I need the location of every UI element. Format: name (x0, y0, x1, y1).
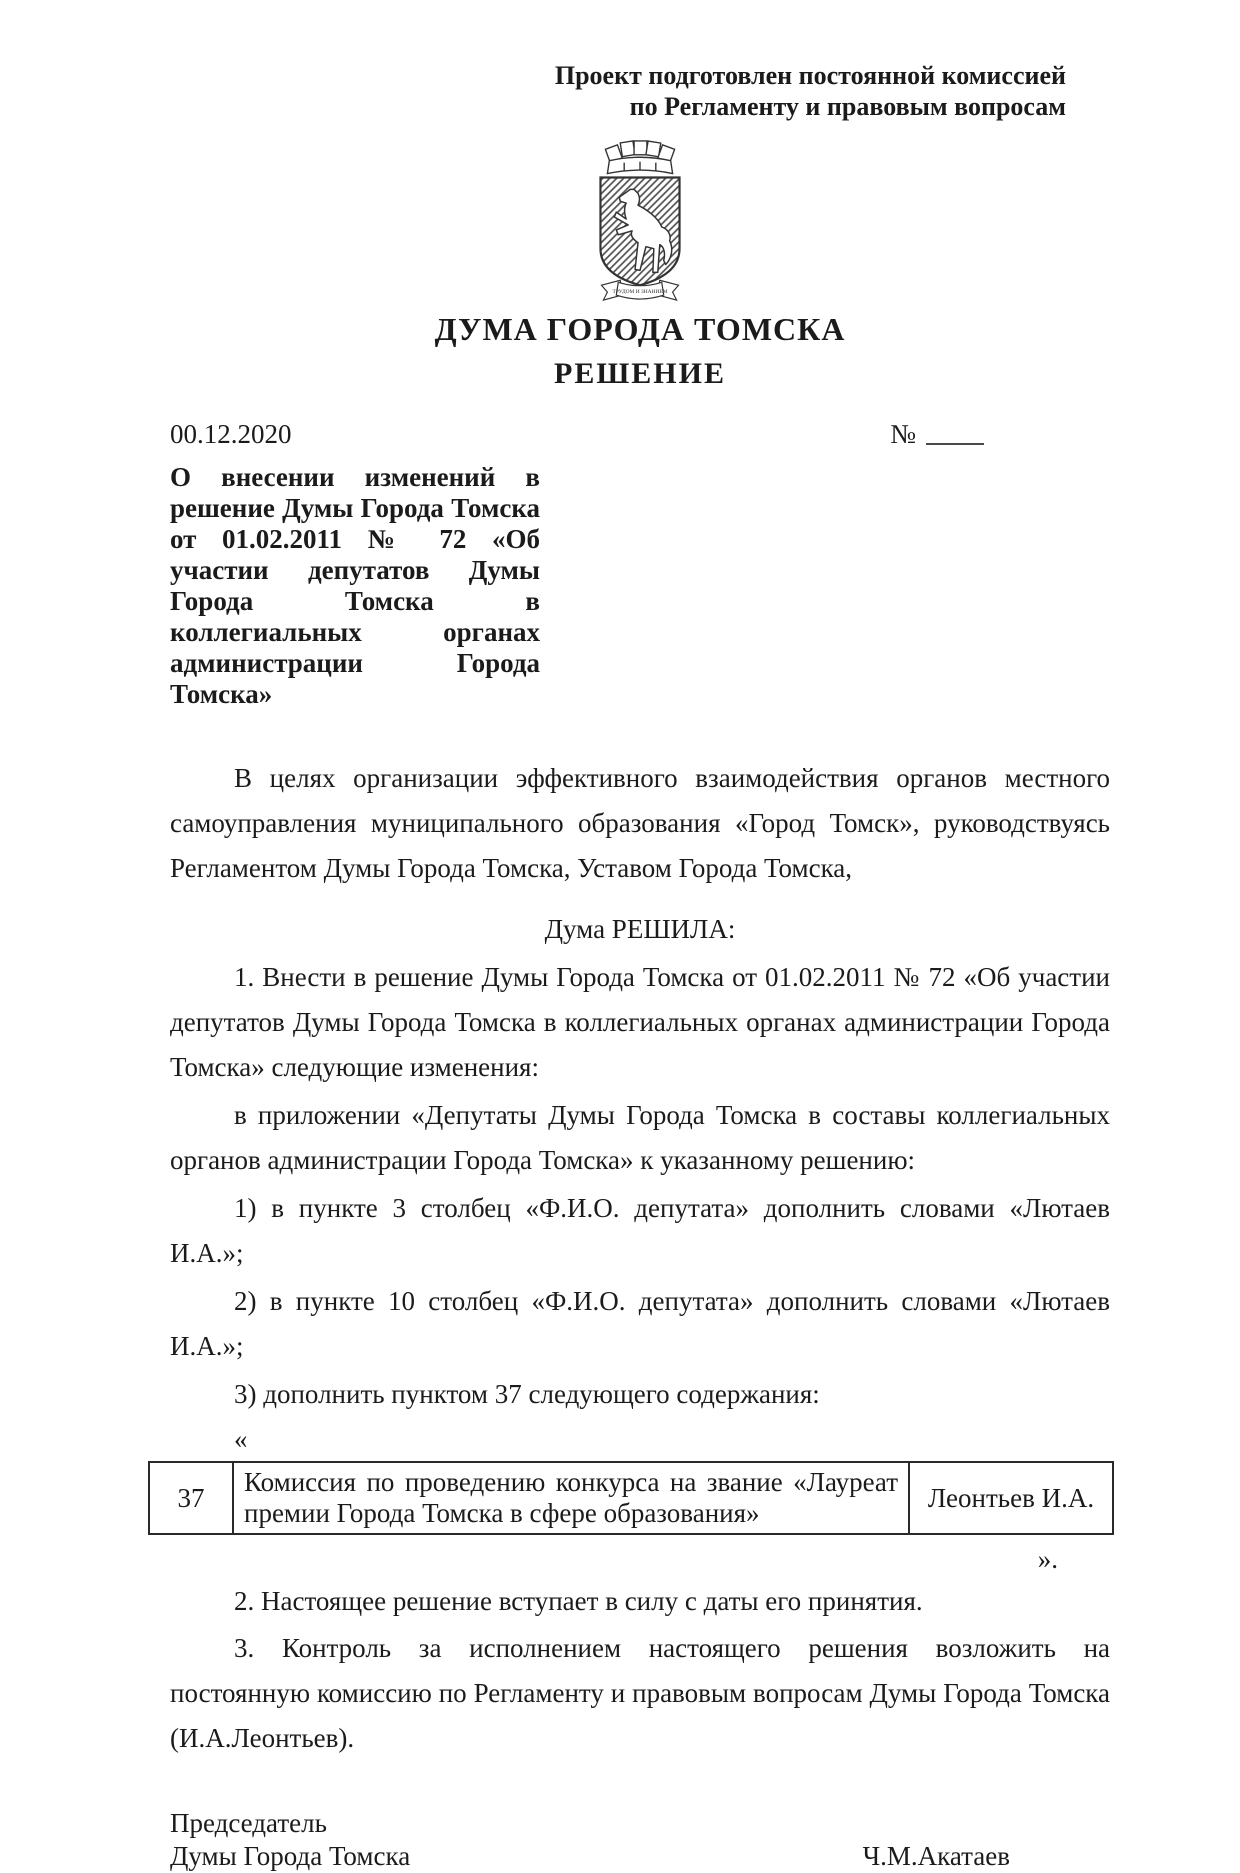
header-note-line-1: Проект подготовлен постоянной комиссией (554, 61, 1066, 90)
resolution-item-1: 1. Внести в решение Думы Города Томска от 01.02.2011 № 72 «Об участии депутатов Думы Города Томска в коллегиальных органах администрации Города Томска» следующие изменения: (170, 962, 1110, 1082)
header-note-line-2: по Регламенту и правовым вопросам (629, 92, 1066, 121)
meta-row (170, 418, 1110, 450)
row-number-cell: 37 (149, 1462, 233, 1534)
amendment-table (148, 1461, 1114, 1535)
subject-block: О внесении изменений в решение Думы Города Томска от 01.02.2011 № 72 «Об участии депутатов Думы Города Томска в коллегиальных органах администрации Города Томска» (170, 462, 540, 709)
resolution-heading: Дума РЕШИЛА: (544, 914, 736, 944)
crown-icon (605, 141, 674, 174)
document-number-field (890, 418, 984, 450)
organization-title: ДУМА ГОРОДА ТОМСКА (434, 311, 846, 347)
resolution-subitem-3: 3) дополнить пунктом 37 следующего содержания: (234, 1379, 820, 1409)
number-blank-line (926, 442, 984, 445)
document-type-title: РЕШЕНИЕ (554, 357, 726, 390)
signature-name: Ч.М.Акатаев (862, 1841, 1010, 1871)
closing-quote-mark: ». (1037, 1544, 1058, 1574)
coat-of-arms-icon (580, 136, 700, 304)
tomsk-coat-of-arms (578, 136, 702, 304)
number-label: № (890, 419, 916, 449)
signature-block (170, 1807, 1110, 1873)
resolution-item-2: в приложении «Депутаты Думы Города Томска в составы коллегиальных органов администрации Города Томска» к указанному решению: (170, 1100, 1110, 1175)
document-page (0, 60, 1240, 1871)
closing-item-3: 3. Контроль за исполнением настоящего решения возложить на постоянную комиссию по Регламенту и правовым вопросам Думы Города Томска (И.А.Леонтьев). (170, 1633, 1110, 1753)
deputy-name-cell: Леонтьев И.А. (909, 1462, 1113, 1534)
motto-text: ТРУДОМ И ЗНАНИЕМ (612, 289, 668, 296)
signature-position-line-2: Думы Города Томска (170, 1841, 411, 1871)
commission-name-cell: Комиссия по проведению конкурса на звание «Лауреат премии Города Томска в сфере образования» (233, 1462, 909, 1534)
opening-quote-mark: « (234, 1424, 248, 1454)
header-note (170, 60, 1110, 122)
signature-position-line-1: Председатель (170, 1808, 327, 1838)
preamble-paragraph: В целях организации эффективного взаимодействия органов местного самоуправления муниципального образования «Город Томск», руководствуясь Регламентом Думы Города Томска, Уставом Города Томска, (170, 763, 1110, 883)
resolution-subitem-2: 2) в пункте 10 столбец «Ф.И.О. депутата» дополнить словами «Лютаев И.А.»; (170, 1286, 1110, 1361)
signature-position (170, 1807, 410, 1873)
table-row (149, 1462, 1113, 1534)
resolution-subitem-1: 1) в пункте 3 столбец «Ф.И.О. депутата» дополнить словами «Лютаев И.А.»; (170, 1193, 1110, 1268)
closing-item-2: 2. Настоящее решение вступает в силу с даты его принятия. (234, 1586, 923, 1616)
document-date: 00.12.2020 (170, 419, 292, 449)
